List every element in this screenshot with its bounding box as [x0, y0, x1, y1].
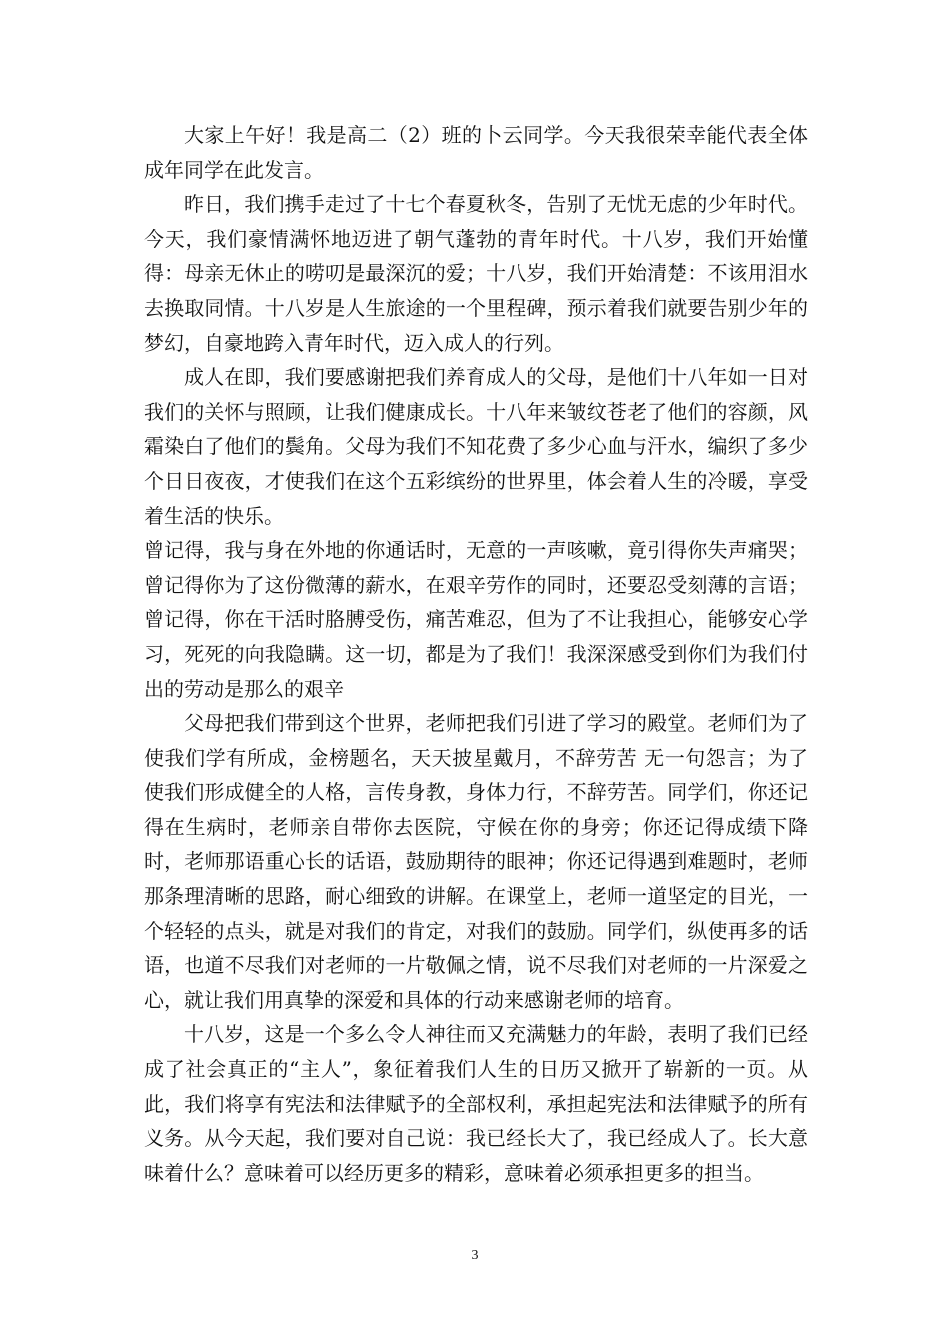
paragraph-eighteen: 十八岁，这是一个多么令人神往而又充满魅力的年龄，表明了我们已经成了社会真正的“主人”，象征着我们人生的日历又掀开了崭新的一页。从此，我们将享有宪法和法律赋予的全部权利，承担起宪法和法律赋予的所有义务。从今天起，我们要对自己说：我已经长大了，我已经成人了。长大意味着什么？意味着可以经历更多的精彩，意味着必须承担更多的担当。: [144, 1022, 808, 1185]
paragraph-greeting: 大家上午好！我是高二（2）班的卜云同学。今天我很荣幸能代表全体成年同学在此发言。: [144, 123, 808, 182]
paragraph-teachers: 父母把我们带到这个世界，老师把我们引进了学习的殿堂。老师们为了使我们学有所成，金榜题名，天天披星戴月，不辞劳苦 无一句怨言；为了使我们形成健全的人格，言传身教，身体力行，不辞劳苦。同学们，你还记得在生病时，老师亲自带你去医院，守候在你的身旁；你还记得成绩下降时，老师那语重心长的话语，鼓励期待的眼神；你还记得遇到难题时，老师那条理清晰的思路，耐心细致的讲解。在课堂上，老师一道坚定的目光，一个轻轻的点头，就是对我们的肯定，对我们的鼓励。同学们，纵使再多的话语，也道不尽我们对老师的一片敬佩之情，说不尽我们对老师的一片深爱之心，就让我们用真挚的深爱和具体的行动来感谢老师的培育。: [144, 711, 808, 1012]
paragraph-thank-parents: 成人在即，我们要感谢把我们养育成人的父母，是他们十八年如一日对我们的关怀与照顾，让我们健康成长。十八年来皱纹苍老了他们的容颜，风霜染白了他们的鬓角。父母为我们不知花费了多少心血与汗水，编织了多少个日日夜夜，才使我们在这个五彩缤纷的世界里，体会着人生的冷暖，享受着生活的快乐。: [144, 365, 808, 528]
paragraph-remember: 曾记得，我与身在外地的你通话时，无意的一声咳嗽，竟引得你失声痛哭；曾记得你为了这份微薄的薪水，在艰辛劳作的同时，还要忍受刻薄的言语；曾记得，你在干活时胳膊受伤，痛苦难忍，但为了不让我担心，能够安心学习，死死的向我隐瞒。这一切，都是为了我们！我深深感受到你们为我们付出的劳动是那么的艰辛: [144, 538, 808, 701]
paragraph-yesterday: 昨日，我们携手走过了十七个春夏秋冬，告别了无忧无虑的少年时代。今天，我们豪情满怀地迈进了朝气蓬勃的青年时代。十八岁，我们开始懂得：母亲无休止的唠叨是最深沉的爱；十八岁，我们开始清楚：不该用泪水去换取同情。十八岁是人生旅途的一个里程碑，预示着我们就要告别少年的梦幻，自豪地跨入青年时代，迈入成人的行列。: [144, 192, 808, 355]
body-text: [144, 118, 808, 1190]
page-number: 3: [471, 1248, 479, 1263]
